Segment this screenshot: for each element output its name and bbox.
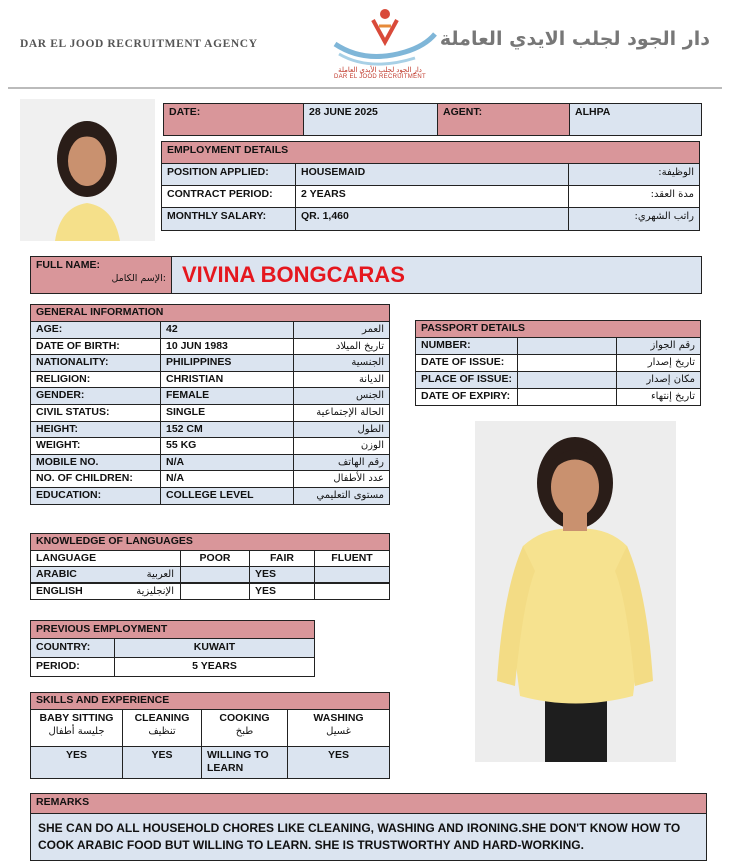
general-info-title: GENERAL INFORMATION — [30, 304, 390, 322]
passport-row-label-ar: مكان إصدار — [616, 371, 701, 389]
languages-header-cell: LANGUAGE — [30, 550, 181, 567]
languages-header-cell: FAIR — [249, 550, 315, 567]
candidate-photo-small — [20, 99, 155, 241]
skill-name: CLEANING — [134, 712, 190, 724]
general-row-label-ar: العمر — [293, 321, 390, 339]
language-level-poor — [180, 583, 250, 600]
employment-title: EMPLOYMENT DETAILS — [161, 141, 700, 164]
logo-arabic-text: دار الجود لجلب الأيدي العاملة — [338, 67, 422, 74]
skill-header-cell — [30, 709, 123, 747]
languages-title: KNOWLEDGE OF LANGUAGES — [30, 533, 390, 551]
passport-row-label: PLACE OF ISSUE: — [415, 371, 518, 389]
general-row-label-ar: مستوى التعليمي — [293, 487, 390, 505]
general-row-label: WEIGHT: — [30, 437, 161, 455]
general-row-value: SINGLE — [160, 404, 294, 422]
language-name-ar: العربية — [146, 569, 174, 580]
language-level-poor — [180, 566, 250, 583]
agent-value: ALHPA — [569, 103, 702, 136]
general-row-value: 55 KG — [160, 437, 294, 455]
skill-name: BABY SITTING — [39, 712, 114, 724]
language-name-cell — [30, 566, 181, 583]
language-name-ar: الإنجليزية — [136, 586, 174, 597]
date-label: DATE: — [163, 103, 304, 136]
skill-header-cell — [287, 709, 390, 747]
language-level-fair: YES — [249, 566, 315, 583]
general-row-value: FEMALE — [160, 387, 294, 405]
passport-row-value — [517, 371, 617, 389]
language-name: ENGLISH — [36, 585, 83, 597]
skill-name-ar: تنظيف — [148, 726, 176, 737]
passport-row-label-ar: تاريخ إنتهاء — [616, 388, 701, 406]
remarks-title: REMARKS — [30, 793, 707, 814]
language-name-cell — [30, 583, 181, 600]
passport-row-label-ar: رقم الجواز — [616, 337, 701, 355]
full-name-label-cell — [30, 256, 172, 294]
passport-row-label: DATE OF ISSUE: — [415, 354, 518, 372]
full-name-label-ar: الإسم الكامل: — [111, 273, 166, 284]
general-row-label: CIVIL STATUS: — [30, 404, 161, 422]
skill-name-ar: غسيل — [326, 726, 351, 737]
skill-header-cell — [201, 709, 288, 747]
skill-name: COOKING — [219, 712, 270, 724]
skill-value: YES — [30, 746, 123, 779]
passport-row-label: DATE OF EXPIRY: — [415, 388, 518, 406]
skill-value: YES — [122, 746, 202, 779]
skill-header-cell — [122, 709, 202, 747]
general-row-label-ar: الديانة — [293, 371, 390, 389]
position-label-ar: الوظيفة: — [568, 163, 700, 186]
skills-title: SKILLS AND EXPERIENCE — [30, 692, 390, 710]
general-row-label: NATIONALITY: — [30, 354, 161, 372]
date-value: 28 JUNE 2025 — [303, 103, 438, 136]
general-row-value: CHRISTIAN — [160, 371, 294, 389]
general-row-label: HEIGHT: — [30, 421, 161, 439]
salary-label: MONTHLY SALARY: — [161, 207, 296, 231]
salary-label-ar: راتب الشهري: — [568, 207, 700, 231]
general-row-value: PHILIPPINES — [160, 354, 294, 372]
general-row-label-ar: الجنس — [293, 387, 390, 405]
general-row-label-ar: الجنسية — [293, 354, 390, 372]
header-divider — [8, 87, 722, 89]
previous-employment-title: PREVIOUS EMPLOYMENT — [30, 620, 315, 639]
previous-row-label: PERIOD: — [30, 657, 115, 677]
salary-value: QR. 1,460 — [295, 207, 569, 231]
general-row-value: 152 CM — [160, 421, 294, 439]
previous-row-label: COUNTRY: — [30, 638, 115, 658]
full-name-label: FULL NAME: — [36, 259, 100, 271]
passport-row-value — [517, 354, 617, 372]
general-row-label: NO. OF CHILDREN: — [30, 470, 161, 488]
general-row-label-ar: تاريخ الميلاد — [293, 338, 390, 356]
general-row-label: DATE OF BIRTH: — [30, 338, 161, 356]
remarks-text: SHE CAN DO ALL HOUSEHOLD CHORES LIKE CLEANING, WASHING AND IRONING.SHE DON'T KNOW HOW TO COOK ARABIC FOOD BUT WILLING TO LEARN. SHE IS TRUSTWORTHY AND HARD-WORKING. — [30, 813, 707, 861]
general-row-label: MOBILE NO. — [30, 454, 161, 472]
passport-row-value — [517, 388, 617, 406]
previous-row-value: 5 YEARS — [114, 657, 315, 677]
general-row-value: COLLEGE LEVEL — [160, 487, 294, 505]
passport-row-label-ar: تاريخ إصدار — [616, 354, 701, 372]
general-row-label-ar: الحالة الإجتماعية — [293, 404, 390, 422]
languages-header-cell: FLUENT — [314, 550, 390, 567]
previous-row-value: KUWAIT — [114, 638, 315, 658]
skill-name: WASHING — [313, 712, 364, 724]
position-value: HOUSEMAID — [295, 163, 569, 186]
languages-header-cell: POOR — [180, 550, 250, 567]
passport-row-label: NUMBER: — [415, 337, 518, 355]
general-row-value: 10 JUN 1983 — [160, 338, 294, 356]
general-row-label-ar: عدد الأطفال — [293, 470, 390, 488]
passport-title: PASSPORT DETAILS — [415, 320, 701, 338]
contract-label: CONTRACT PERIOD: — [161, 185, 296, 208]
full-name-value: VIVINA BONGCARAS — [171, 256, 702, 294]
position-label: POSITION APPLIED: — [161, 163, 296, 186]
general-row-label-ar: الطول — [293, 421, 390, 439]
contract-value: 2 YEARS — [295, 185, 569, 208]
general-row-value: N/A — [160, 470, 294, 488]
general-row-label-ar: الوزن — [293, 437, 390, 455]
language-level-fluent — [314, 583, 390, 600]
skill-name-ar: جليسة أطفال — [48, 726, 105, 737]
skill-name-ar: طبخ — [235, 726, 254, 737]
general-row-label: EDUCATION: — [30, 487, 161, 505]
general-row-value: 42 — [160, 321, 294, 339]
agency-name-en: DAR EL JOOD RECRUITMENT AGENCY — [20, 38, 258, 50]
candidate-photo-large — [475, 421, 676, 762]
logo-english-text: DAR EL JOOD RECRUITMENT — [333, 74, 427, 80]
general-row-label: RELIGION: — [30, 371, 161, 389]
agency-name-ar: دار الجود لجلب الايدي العاملة — [439, 28, 710, 50]
agent-label: AGENT: — [437, 103, 570, 136]
contract-label-ar: مدة العقد: — [568, 185, 700, 208]
language-level-fair: YES — [249, 583, 315, 600]
general-row-value: N/A — [160, 454, 294, 472]
language-name: ARABIC — [36, 568, 77, 580]
skill-value: WILLING TO LEARN — [201, 746, 288, 779]
general-row-label: GENDER: — [30, 387, 161, 405]
passport-row-value — [517, 337, 617, 355]
general-row-label: AGE: — [30, 321, 161, 339]
language-level-fluent — [314, 566, 390, 583]
skill-value: YES — [287, 746, 390, 779]
general-row-label-ar: رقم الهاتف — [293, 454, 390, 472]
